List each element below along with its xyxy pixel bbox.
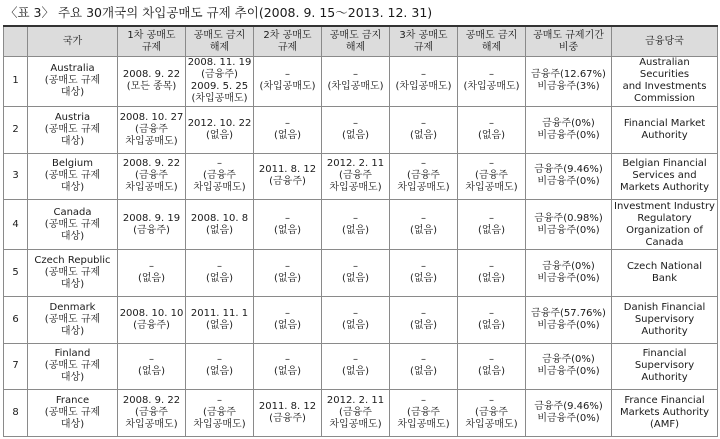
cell-line: – [285, 69, 290, 81]
table-cell [254, 296, 322, 343]
cell-line: Financial Market [623, 117, 706, 129]
table-cell [118, 250, 186, 297]
cell-line: (없음) [409, 129, 438, 141]
cell-line: (없음) [409, 224, 438, 236]
authority-cell [612, 296, 718, 343]
cell-line: 차입공매도) [397, 419, 450, 431]
cell-line: (금융주) [269, 176, 306, 188]
table-cell [458, 296, 526, 343]
table-cell [186, 343, 254, 390]
cell-line: – [421, 354, 426, 366]
no-header [4, 26, 28, 57]
table-cell [186, 390, 254, 437]
table-cell [526, 106, 612, 153]
cell-line: 대상) [60, 135, 85, 147]
cell-line: Commission [633, 93, 695, 105]
cell-line: 2008. 9. 19 [122, 212, 181, 224]
cell-line: Organization of [626, 224, 703, 236]
cell-line: 공매도 금지 [465, 29, 518, 41]
table-cell [390, 57, 458, 107]
authority-cell [612, 250, 718, 297]
cell-line: (없음) [205, 272, 234, 284]
cell-line: 비금융주(3%) [537, 81, 600, 93]
cell-line: 대상) [60, 182, 85, 194]
table-cell [526, 343, 612, 390]
cell-line: (금융주) [133, 224, 170, 236]
cell-line: 차입공매도) [125, 419, 178, 431]
table-cell [254, 106, 322, 153]
cell-line: (금융주 [339, 170, 372, 182]
cell-line: (없음) [273, 129, 302, 141]
cell-line: 2011. 11. 1 [190, 307, 249, 319]
authority-cell [612, 57, 718, 107]
cell-line: France [55, 395, 90, 407]
cell-line: – [217, 395, 222, 407]
authority-cell [612, 200, 718, 250]
first-lift-header [186, 26, 254, 57]
cell-line: (없음) [273, 319, 302, 331]
cell-line: 2012. 2. 11 [326, 395, 385, 407]
cell-line: 금융주(0%) [542, 354, 595, 366]
table-cell [458, 343, 526, 390]
cell-line: (금융주 [135, 407, 168, 419]
cell-line: (없음) [341, 366, 370, 378]
cell-line: – [285, 117, 290, 129]
table-cell [458, 106, 526, 153]
table-row [4, 153, 718, 200]
cell-line: Supervisory [634, 313, 695, 325]
cell-line: (공매도 규제 [44, 266, 101, 278]
cell-line: – [489, 212, 494, 224]
cell-line: 2008. 11. 19 [187, 57, 252, 69]
cell-line: 2008. 9. 22 [122, 158, 181, 170]
row-number: 2 [4, 106, 28, 153]
authority-header [612, 26, 718, 57]
cell-line: (없음) [477, 272, 506, 284]
cell-line: 2008. 9. 22 [122, 395, 181, 407]
cell-line: (차입공매도) [191, 93, 248, 105]
short-selling-regulation-table [3, 25, 718, 437]
table-row [4, 200, 718, 250]
table-row [4, 296, 718, 343]
cell-line: – [285, 307, 290, 319]
table-cell [186, 106, 254, 153]
cell-line: Financial [642, 348, 687, 360]
country-cell [28, 390, 118, 437]
cell-line: (차입공매도) [259, 81, 316, 93]
cell-line: (차입공매도) [395, 81, 452, 93]
cell-line: (공매도 규제 [44, 218, 101, 230]
cell-line: 차입공매도) [465, 419, 518, 431]
cell-line: 비금융주(0%) [537, 176, 600, 188]
table-cell [118, 153, 186, 200]
cell-line: 금융당국 [645, 35, 684, 47]
table-cell [322, 390, 390, 437]
cell-line: – [489, 69, 494, 81]
cell-line: Australian Securities [639, 57, 690, 81]
table-cell [322, 57, 390, 107]
cell-line: (없음) [341, 129, 370, 141]
table-row [4, 343, 718, 390]
cell-line: 2011. 8. 12 [258, 164, 317, 176]
cell-line: 공매도 금지 [193, 29, 246, 41]
cell-line: – [285, 212, 290, 224]
table-row [4, 106, 718, 153]
cell-line: – [489, 260, 494, 272]
cell-line: 비중 [558, 41, 579, 53]
cell-line: – [489, 395, 494, 407]
cell-line: Austria [54, 111, 91, 123]
cell-line: – [149, 354, 154, 366]
table-cell [254, 200, 322, 250]
cell-line: 차입공매도) [329, 182, 382, 194]
cell-line: (금융주 [407, 407, 440, 419]
cell-line: (없음) [477, 366, 506, 378]
cell-line: 2012. 10. 22 [187, 117, 252, 129]
cell-line: 차입공매도) [193, 182, 246, 194]
country-cell [28, 250, 118, 297]
cell-line: 금융주(12.67%) [531, 69, 606, 81]
cell-line: Authority [641, 129, 688, 141]
cell-line: and Investments [622, 81, 707, 93]
cell-line: 2011. 8. 12 [258, 401, 317, 413]
cell-line: (없음) [205, 129, 234, 141]
table-cell [458, 57, 526, 107]
table-cell [526, 390, 612, 437]
row-number: 5 [4, 250, 28, 297]
cell-line: – [285, 354, 290, 366]
cell-line: (금융주 [203, 170, 236, 182]
cell-line: – [421, 260, 426, 272]
cell-line: 금융주(0%) [542, 117, 595, 129]
cell-line: – [421, 395, 426, 407]
table-cell [526, 200, 612, 250]
table-cell [322, 250, 390, 297]
table-cell [322, 296, 390, 343]
cell-line: – [421, 69, 426, 81]
cell-line: (AMF) [649, 419, 680, 431]
cell-line: Regulatory [637, 212, 692, 224]
cell-line: 대상) [60, 278, 85, 290]
cell-line: (없음) [273, 224, 302, 236]
cell-line: Authority [641, 372, 688, 384]
cell-line: (없음) [341, 272, 370, 284]
cell-line: 비금융주(0%) [537, 366, 600, 378]
cell-line: 차입공매도) [465, 182, 518, 194]
cell-line: – [489, 307, 494, 319]
authority-cell [612, 390, 718, 437]
cell-line: 공매도 금지 [329, 29, 382, 41]
cell-line: Canada [645, 236, 684, 248]
country-cell [28, 296, 118, 343]
cell-line: 대상) [60, 419, 85, 431]
table-cell [322, 153, 390, 200]
row-number: 6 [4, 296, 28, 343]
cell-line: 공매도 규제기간 [533, 29, 604, 41]
table-cell [186, 250, 254, 297]
table-row [4, 250, 718, 297]
table-cell [526, 57, 612, 107]
cell-line: 3차 공매도 [399, 29, 448, 41]
cell-line: 비금융주(0%) [537, 272, 600, 284]
row-number: 7 [4, 343, 28, 390]
cell-line: Denmark [49, 301, 96, 313]
cell-line: – [217, 158, 222, 170]
table-cell [322, 106, 390, 153]
cell-line: (금융주 [135, 170, 168, 182]
cell-line: – [489, 158, 494, 170]
cell-line: 2012. 2. 11 [326, 158, 385, 170]
cell-line: (금융주 [407, 170, 440, 182]
cell-line: 대상) [60, 325, 85, 337]
table-cell [458, 200, 526, 250]
cell-line: 비금융주(0%) [537, 129, 600, 141]
cell-line: – [421, 117, 426, 129]
cell-line: Supervisory [634, 360, 695, 372]
table-cell [186, 153, 254, 200]
table-body [4, 57, 718, 437]
cell-line: (없음) [477, 224, 506, 236]
cell-line: Bank [651, 272, 678, 284]
cell-line: 대상) [60, 372, 85, 384]
authority-cell [612, 343, 718, 390]
cell-line: 2008. 10. 8 [190, 212, 249, 224]
cell-line: (없음) [409, 319, 438, 331]
cell-line: (없음) [341, 319, 370, 331]
table-title: 〈표 3〉 주요 30개국의 차입공매도 규제 추이(2008. 9. 15～2013. 12. 31) [5, 5, 433, 20]
country-cell [28, 57, 118, 107]
cell-line: 차입공매도) [397, 182, 450, 194]
cell-line: (공매도 규제 [44, 360, 101, 372]
cell-line: 차입공매도) [193, 419, 246, 431]
table-cell [458, 153, 526, 200]
authority-cell [612, 153, 718, 200]
table-cell [118, 57, 186, 107]
cell-line: Australia [50, 63, 95, 75]
cell-line: 대상) [60, 230, 85, 242]
cell-line: 비금융주(0%) [537, 224, 600, 236]
cell-line: 금융주(9.46%) [534, 401, 603, 413]
cell-line: Czech National [626, 260, 703, 272]
cell-line: – [353, 69, 358, 81]
table-cell [322, 200, 390, 250]
country-cell [28, 200, 118, 250]
table-cell [254, 250, 322, 297]
row-number: 8 [4, 390, 28, 437]
cell-line: 2009. 5. 25 [190, 81, 249, 93]
cell-line: – [353, 212, 358, 224]
cell-line: (금융주) [133, 319, 170, 331]
cell-line: 금융주(0%) [542, 260, 595, 272]
cell-line: 해제 [345, 41, 366, 53]
cell-line: – [489, 117, 494, 129]
authority-cell [612, 106, 718, 153]
table-cell [390, 250, 458, 297]
second-regulation-header [254, 26, 322, 57]
cell-line: (없음) [205, 224, 234, 236]
table-cell [254, 343, 322, 390]
cell-line: 1차 공매도 [127, 29, 176, 41]
table-cell [118, 343, 186, 390]
table-cell [186, 200, 254, 250]
cell-line: Czech Republic [34, 254, 111, 266]
country-cell [28, 153, 118, 200]
first-regulation-header [118, 26, 186, 57]
cell-line: Canada [53, 206, 92, 218]
cell-line: – [217, 260, 222, 272]
cell-line: (없음) [477, 129, 506, 141]
cell-line: – [353, 117, 358, 129]
cell-line: (차입공매도) [327, 81, 384, 93]
cell-line: – [217, 354, 222, 366]
cell-line: (없음) [205, 366, 234, 378]
table-cell [390, 200, 458, 250]
table-cell [118, 390, 186, 437]
cell-line: Belgian Financial [622, 158, 707, 170]
cell-line: (금융주 [339, 407, 372, 419]
cell-line: (금융주 [203, 407, 236, 419]
table-cell [118, 296, 186, 343]
row-number: 4 [4, 200, 28, 250]
table-cell [390, 390, 458, 437]
cell-line: – [421, 307, 426, 319]
cell-line: 차입공매도) [125, 135, 178, 147]
cell-line: Markets Authority [619, 407, 710, 419]
third-regulation-header [390, 26, 458, 57]
cell-line: – [353, 307, 358, 319]
cell-line: – [149, 260, 154, 272]
country-header [28, 26, 118, 57]
cell-line: (금융주 [475, 407, 508, 419]
cell-line: (없음) [409, 366, 438, 378]
table-cell [526, 296, 612, 343]
cell-line: 차입공매도) [329, 419, 382, 431]
row-number: 3 [4, 153, 28, 200]
cell-line: 규제 [277, 41, 298, 53]
table-cell [458, 250, 526, 297]
table-cell [322, 343, 390, 390]
cell-line: (없음) [341, 224, 370, 236]
cell-line: (금융주 [475, 170, 508, 182]
table-cell [526, 250, 612, 297]
cell-line: (없음) [273, 366, 302, 378]
cell-line: 차입공매도) [125, 182, 178, 194]
cell-line: (없음) [205, 319, 234, 331]
cell-line: 2차 공매도 [263, 29, 312, 41]
cell-line: Services and [632, 170, 697, 182]
cell-line: 금융주(57.76%) [531, 307, 606, 319]
cell-line: 해제 [481, 41, 502, 53]
third-lift-header [458, 26, 526, 57]
cell-line: 규제 [141, 41, 162, 53]
cell-line: (공매도 규제 [44, 123, 101, 135]
cell-line: – [353, 260, 358, 272]
cell-line: 2008. 9. 22 [122, 69, 181, 81]
cell-line: (없음) [477, 319, 506, 331]
cell-line: (공매도 규제 [44, 407, 101, 419]
cell-line: 2008. 10. 27 [119, 111, 184, 123]
table-cell [118, 106, 186, 153]
cell-line: (금융주 [135, 123, 168, 135]
table-cell [458, 390, 526, 437]
table-cell [186, 296, 254, 343]
cell-line: (공매도 규제 [44, 170, 101, 182]
cell-line: Belgium [52, 158, 93, 170]
table-cell [390, 153, 458, 200]
cell-line: 2008. 10. 10 [119, 307, 184, 319]
table-cell [390, 343, 458, 390]
table-cell [390, 106, 458, 153]
country-cell [28, 343, 118, 390]
cell-line: – [285, 260, 290, 272]
cell-line: (공매도 규제 [44, 75, 101, 87]
cell-line: (공매도 규제 [44, 313, 101, 325]
cell-line: – [421, 212, 426, 224]
regulation-share-header [526, 26, 612, 57]
table-cell [526, 153, 612, 200]
cell-line: 금융주(0.98%) [534, 212, 603, 224]
cell-line: – [489, 354, 494, 366]
cell-line: (금융주) [201, 69, 238, 81]
table-cell [390, 296, 458, 343]
cell-line: 국가 [62, 35, 83, 47]
cell-line: (모든 종목) [126, 81, 177, 93]
cell-line: – [353, 354, 358, 366]
table-cell [254, 57, 322, 107]
cell-line: Authority [641, 325, 688, 337]
cell-line: Danish Financial [623, 301, 706, 313]
table-cell [254, 390, 322, 437]
table-cell [254, 153, 322, 200]
table-row [4, 57, 718, 107]
row-number: 1 [4, 57, 28, 107]
cell-line: (없음) [137, 272, 166, 284]
cell-line: (차입공매도) [463, 81, 520, 93]
cell-line: 비금융주(0%) [537, 319, 600, 331]
cell-line: – [421, 158, 426, 170]
country-cell [28, 106, 118, 153]
cell-line: 대상) [60, 87, 85, 99]
cell-line: 해제 [209, 41, 230, 53]
header-row [4, 26, 718, 57]
cell-line: (없음) [273, 272, 302, 284]
cell-line: 금융주(9.46%) [534, 164, 603, 176]
cell-line: (없음) [137, 366, 166, 378]
cell-line: (없음) [409, 272, 438, 284]
second-lift-header [322, 26, 390, 57]
table-row [4, 390, 718, 437]
cell-line: 비금융주(0%) [537, 413, 600, 425]
table-cell [186, 57, 254, 107]
cell-line: Investment Industry [614, 200, 715, 212]
cell-line: France Financial [624, 395, 705, 407]
cell-line: 규제 [413, 41, 434, 53]
cell-line: Finland [54, 348, 91, 360]
cell-line: Markets Authority [619, 182, 710, 194]
table-cell [118, 200, 186, 250]
cell-line: (금융주) [269, 413, 306, 425]
